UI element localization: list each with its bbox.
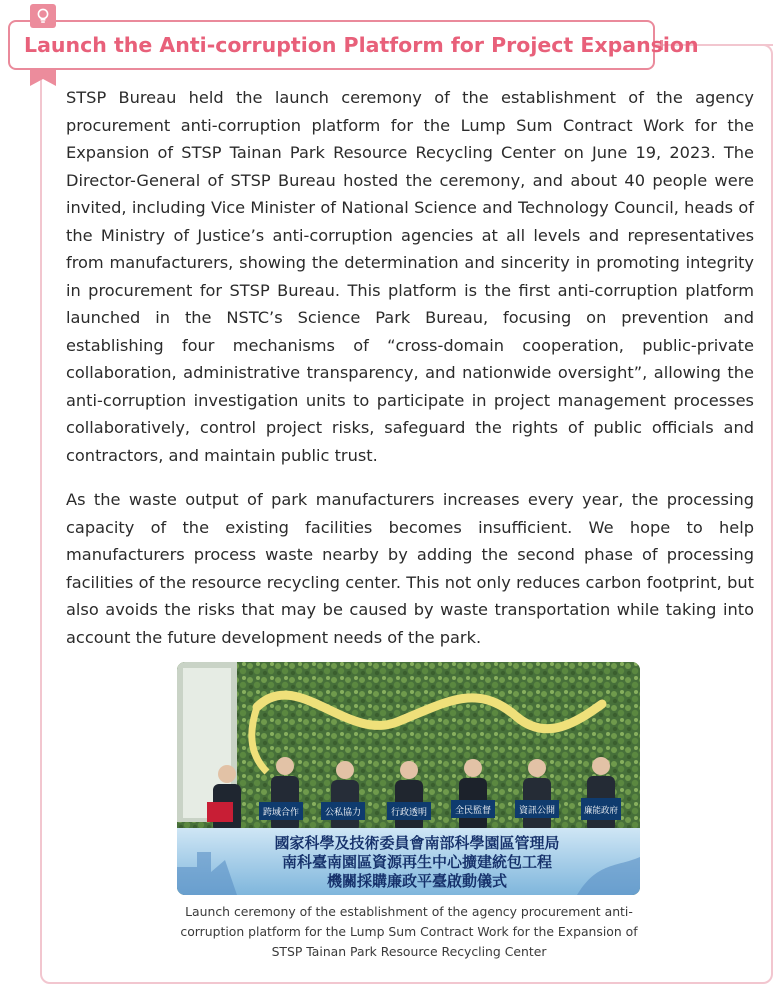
photo-caption: Launch ceremony of the establishment of the agency procurement anti-corruption platform for the Lump Sum Contract Work for the Expansion of STSP Tainan Park Resource Recycling Center [180, 904, 638, 959]
section-title-box [8, 20, 699, 70]
banner-line-3: 機關採購廉政平臺啟動儀式 [326, 872, 508, 890]
banner-line-1: 國家科學及技術委員會南部科學園區管理局 [274, 834, 560, 852]
sign-5: 資訊公開 [518, 806, 556, 816]
sign-6: 廉能政府 [583, 806, 619, 816]
banner-line-2: 南科臺南園區資源再生中心擴建統包工程 [281, 853, 553, 871]
section-title: Launch the Anti-corruption Platform for Project Expansion [24, 33, 699, 57]
ceremony-photo [177, 662, 640, 895]
article-paragraph-2: As the waste output of park manufacturers increases every year, the processing capacity of the existing facilities becomes insufficient. We hope to help manufacturers process waste nearby by adding the second phase of processing facilities of the resource recycling center. This not only reduces carbon footprint, but also avoids the risks that may be caused by waste transportation while taking into account the future development needs of the park. [66, 490, 754, 647]
article-paragraph-1: STSP Bureau held the launch ceremony of the establishment of the agency procurement anti-corruption platform for the Lump Sum Contract Work for the Expansion of STSP Tainan Park Resource Recycling Center on June 19, 2023. The Director-General of STSP Bureau hosted the ceremony, and about 40 people were invited, including Vice Minister of National Science and Technology Council, heads of the Ministry of Justice’s anti-corruption agencies at all levels and representatives from manufacturers, showing the determination and sincerity in promoting integrity in procurement for STSP Bureau. This platform is the first anti-corruption platform launched in the NSTC’s Science Park Bureau, focusing on prevention and establishing four mechanisms of “cross-domain cooperation, public-private collaboration, administrative transparency, and nationwide oversight”, allowing the anti-corruption investigation units to participate in project management processes collaboratively, control project risks, safeguard the rights of public officials and contractors, and maintain public trust. [66, 88, 754, 465]
sign-1: 跨域合作 [262, 808, 300, 818]
lightbulb-icon [30, 4, 56, 28]
sign-4: 全民監督 [454, 806, 492, 816]
ribbon-tail-icon [30, 70, 56, 86]
sign-2: 公私協力 [324, 808, 362, 818]
sign-3: 行政透明 [390, 808, 428, 818]
